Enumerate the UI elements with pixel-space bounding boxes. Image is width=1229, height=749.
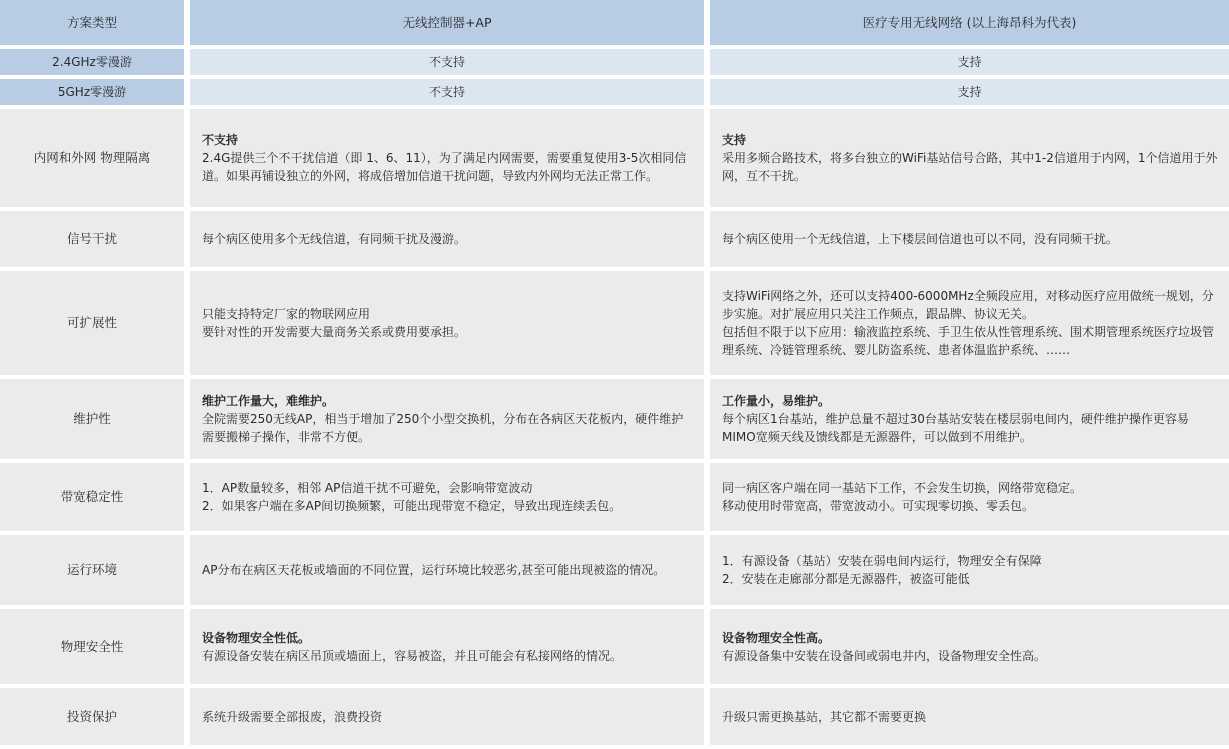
scalability-controller-line2: 要针对性的开发需要大量商务关系或费用要承担。 [202,325,467,339]
row-label-interference: 信号干扰 [0,211,184,267]
scalability-medical-line1: 支持WiFi网络之外，还可以支持400-6000MHz全频段应用，对移动医疗应用做统一规划，分步实施。对扩展应用只关注工作频点，跟品牌、协议无关。 [722,289,1214,321]
cell-isolation-medical [710,109,1229,207]
bandwidth-controller-line1: 1．AP数量较多，相邻 AP信道干扰不可避免，会影响带宽波动 [202,481,533,495]
row-label-environment: 运行环境 [0,535,184,605]
bandwidth-controller-line2: 2．如果客户端在多AP间切换频繁，可能出现带宽不稳定，导致出现连续丢包。 [202,499,622,513]
isolation-label-line2: 物理隔离 [100,150,151,165]
isolation-medical-text: 采用多频合路技术，将多台独立的WiFi基站信号合路，其中1-2信道用于内网，1个信道用于外网，互不干扰。 [722,151,1218,183]
cell-2-4ghz-medical: 支持 [710,49,1229,75]
row-label-5ghz-roaming: 5GHz零漫游 [0,79,184,105]
cell-scalability-controller [190,271,704,375]
bandwidth-medical-line1: 同一病区客户端在同一基站下工作，不会发生切换，网络带宽稳定。 [722,481,1083,495]
cell-investment-medical: 升级只需更换基站，其它都不需要更换 [710,688,1229,745]
header-controller-ap: 无线控制器+AP [190,0,704,45]
row-label-security: 物理安全性 [0,609,184,684]
maintenance-controller-title: 维护工作量大，难维护。 [202,394,335,408]
row-label-2-4ghz-roaming: 2.4GHz零漫游 [0,49,184,75]
row-label-isolation [0,109,184,207]
cell-2-4ghz-controller: 不支持 [190,49,704,75]
security-medical-title: 设备物理安全性高。 [722,630,831,645]
security-controller-text: 有源设备安装在病区吊顶或墙面上，容易被盗，并且可能会有私接网络的情况。 [202,648,623,663]
cell-security-medical [710,609,1229,684]
cell-bandwidth-medical [710,463,1229,531]
cell-maintenance-controller [190,379,704,459]
scalability-controller-line1: 只能支持特定厂家的物联网应用 [202,307,371,321]
cell-scalability-medical [710,271,1229,375]
row-label-investment: 投资保护 [0,688,184,745]
environment-medical-line1: 1．有源设备（基站）安装在弱电间内运行，物理安全有保障 [722,554,1042,568]
row-label-scalability: 可扩展性 [0,271,184,375]
cell-bandwidth-controller [190,463,704,531]
isolation-label-line1: 内网和外网 [33,150,97,165]
maintenance-medical-text: 每个病区1台基站，维护总量不超过30台基站安装在楼层弱电间内，硬件维护操作更容易MIMO宽频天线及馈线都是无源器件，可以做到不用维护。 [722,412,1189,444]
maintenance-medical-title: 工作量小，易维护。 [722,394,831,408]
environment-medical-line2: 2．安装在走廊部分都是无源器件，被盗可能低 [722,572,970,586]
cell-maintenance-medical [710,379,1229,459]
security-controller-title: 设备物理安全性低。 [202,630,311,645]
cell-environment-controller: AP分布在病区天花板或墙面的不同位置，运行环境比较恶劣,甚至可能出现被盗的情况。 [190,535,704,605]
cell-interference-controller: 每个病区使用多个无线信道，有同频干扰及漫游。 [190,211,704,267]
cell-5ghz-controller: 不支持 [190,79,704,105]
header-solution-type: 方案类型 [0,0,184,45]
cell-investment-controller: 系统升级需要全部报废，浪费投资 [190,688,704,745]
scalability-medical-line2: 包括但不限于以下应用：输液监控系统、手卫生依从性管理系统、围术期管理系统医疗垃圾管理系统、冷链管理系统、婴儿防盗系统、患者体温监护系统、…… [722,325,1215,357]
cell-5ghz-medical: 支持 [710,79,1229,105]
cell-interference-medical: 每个病区使用一个无线信道，上下楼层间信道也可以不同，没有同频干扰。 [710,211,1229,267]
cell-environment-medical [710,535,1229,605]
security-medical-text: 有源设备集中安装在设备间或弱电井内，设备物理安全性高。 [722,648,1047,663]
isolation-medical-title: 支持 [722,133,747,147]
isolation-controller-text: 2.4G提供三个不干扰信道（即 1、6、11），为了满足内网需要，需要重复使用3-5次相同信道。如果再铺设独立的外网，将成倍增加信道干扰问题，导致内外网均无法正常工作。 [202,151,687,183]
cell-isolation-controller [190,109,704,207]
isolation-controller-title: 不支持 [202,133,239,147]
maintenance-controller-text: 全院需要250无线AP，相当于增加了250个小型交换机，分布在各病区天花板内，硬件维护需要搬梯子操作，非常不方便。 [202,412,684,444]
cell-security-controller [190,609,704,684]
row-label-maintenance: 维护性 [0,379,184,459]
row-label-bandwidth: 带宽稳定性 [0,463,184,531]
header-medical-wireless: 医疗专用无线网络 (以上海昂科为代表) [710,0,1229,45]
bandwidth-medical-line2: 移动使用时带宽高，带宽波动小。可实现零切换、零丢包。 [722,499,1035,513]
